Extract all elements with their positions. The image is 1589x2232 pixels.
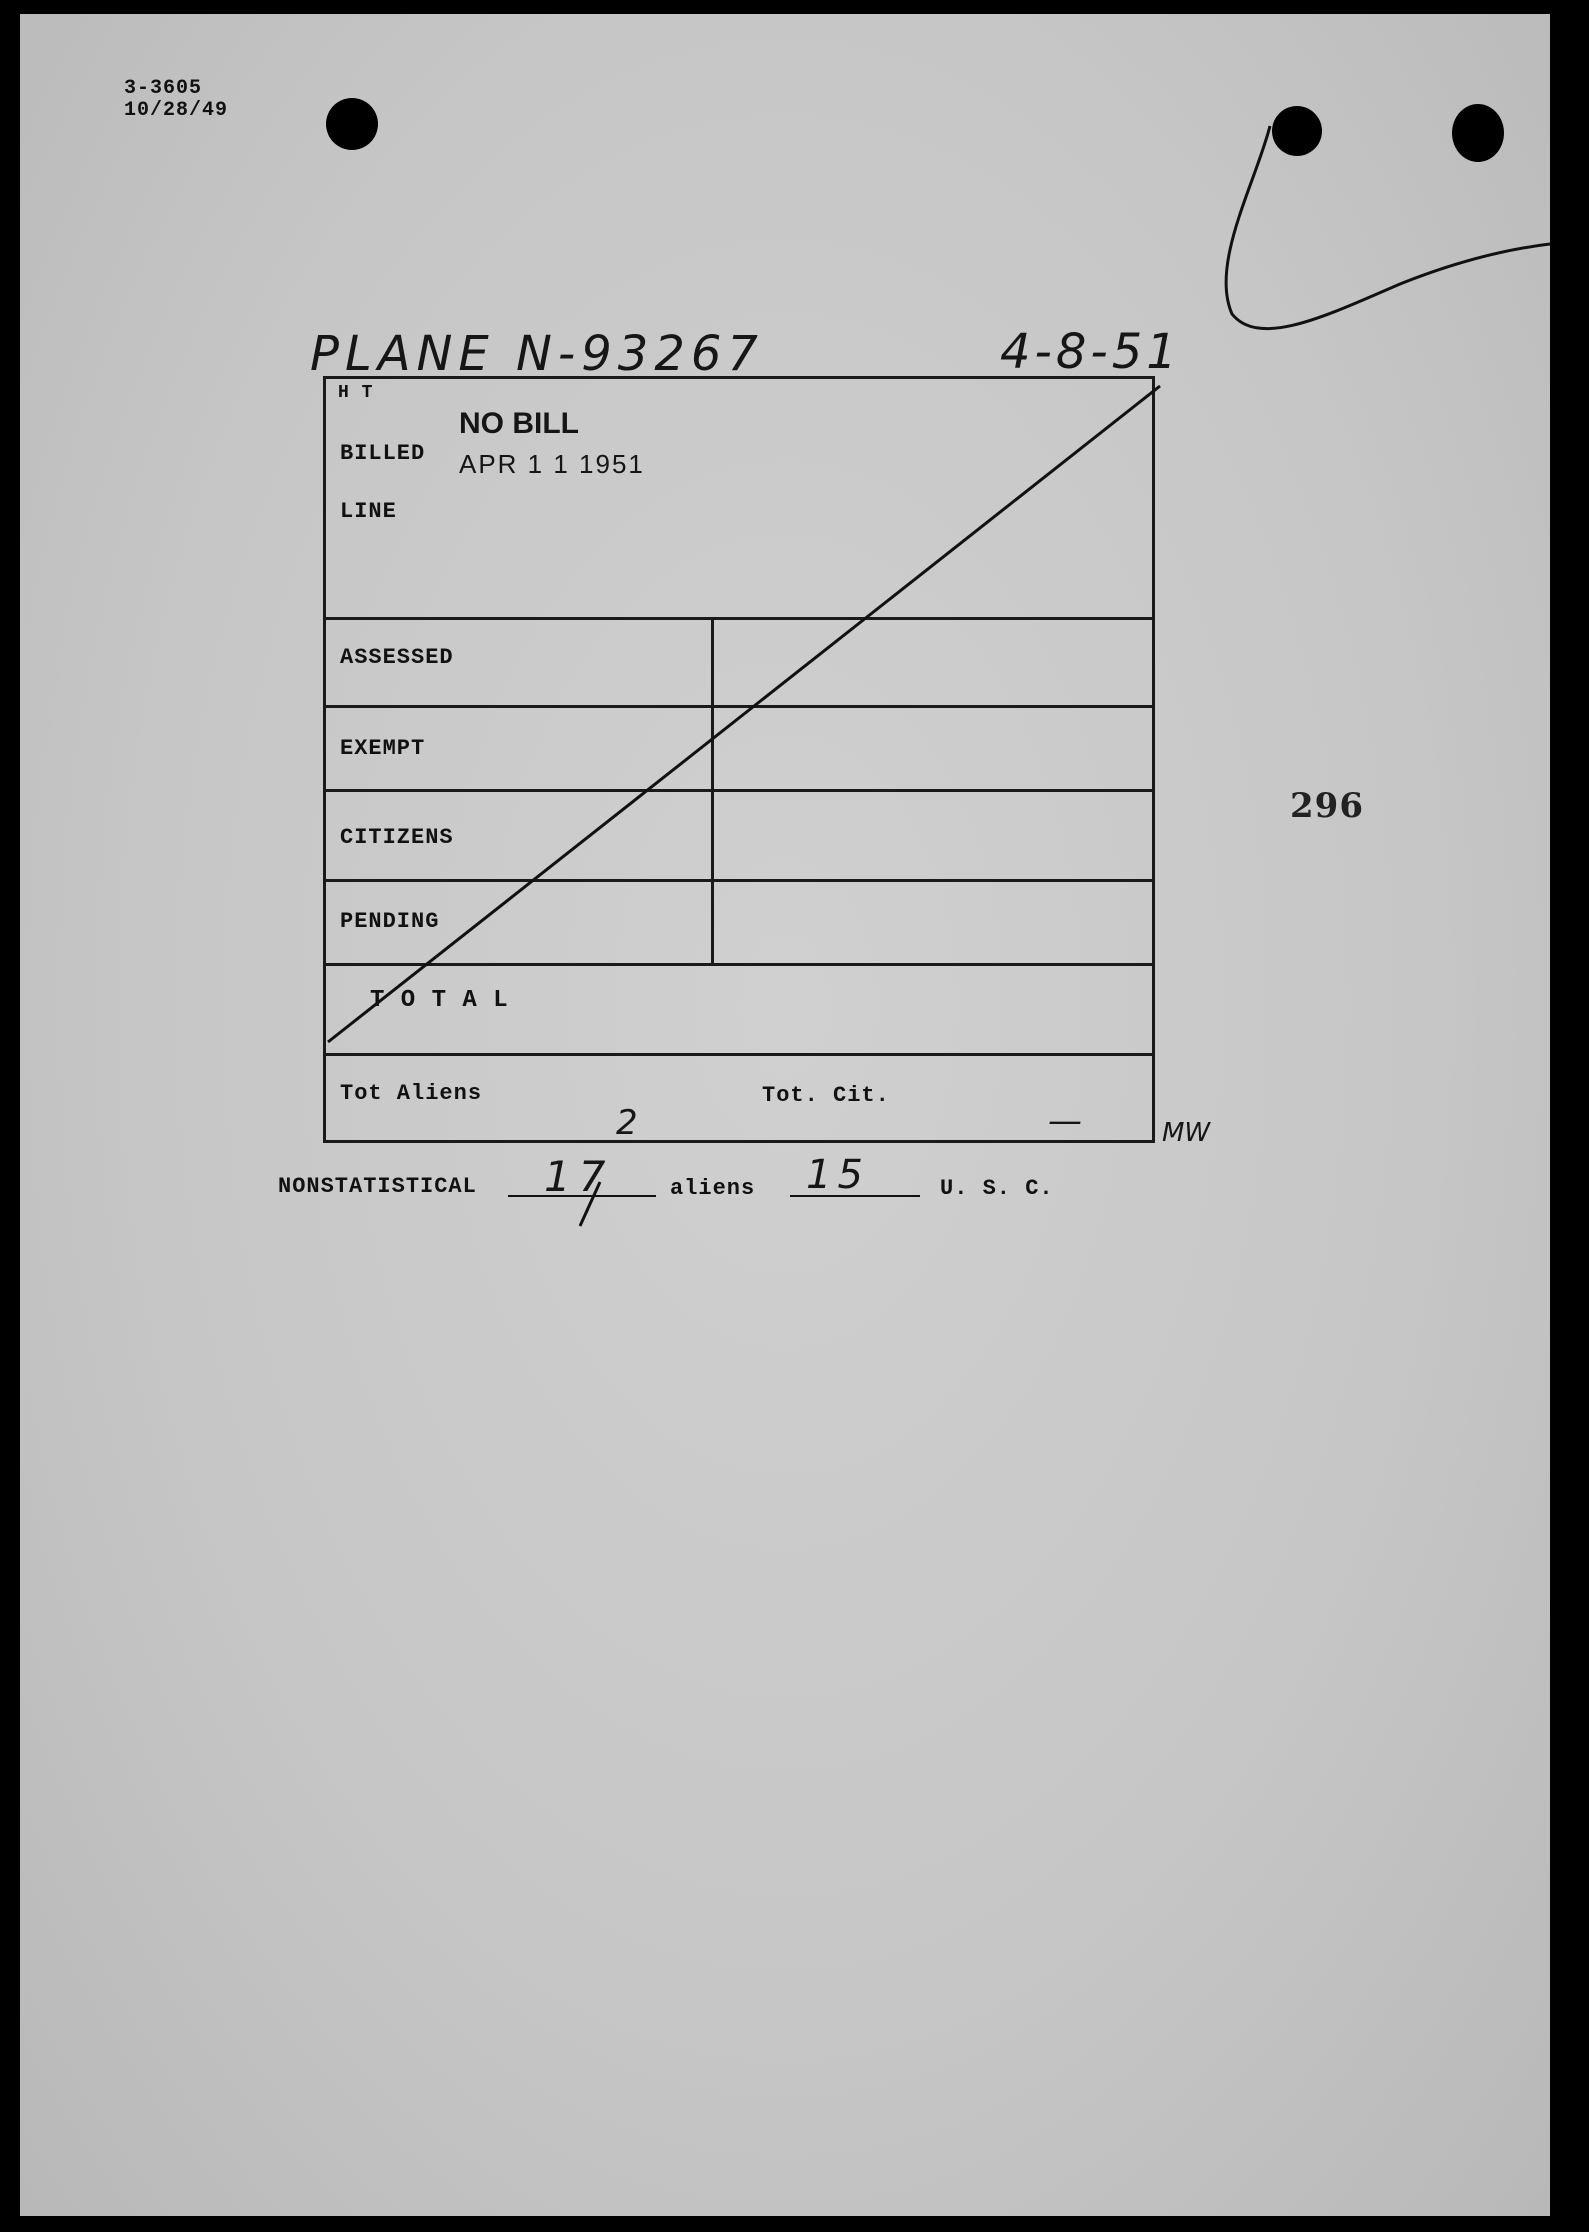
tot-aliens-value: 2 [616, 1103, 638, 1143]
stamp-date: APR 1 1 1951 [459, 449, 645, 479]
nonstat-total: 17 [544, 1152, 614, 1201]
row-pending: PENDING [340, 909, 440, 934]
pen-strokes [20, 14, 1550, 2216]
plane-number: PLANE N-93267 [310, 326, 764, 382]
page-number: 296 [1290, 786, 1364, 826]
tot-cit-value: — [1048, 1101, 1082, 1141]
tot-cit-label: Tot. Cit. [762, 1083, 890, 1108]
corner-line-2: 10/28/49 [124, 99, 229, 122]
tot-aliens-label: Tot Aliens [340, 1081, 483, 1106]
row-citizens: CITIZENS [340, 825, 454, 850]
ht-label: H T [338, 383, 374, 403]
nonstat-label: NONSTATISTICAL [278, 1174, 477, 1199]
nonstat-usc-label: U. S. C. [940, 1176, 1054, 1201]
row-assessed: ASSESSED [340, 645, 454, 670]
document-page [20, 14, 1550, 2216]
nonstat-slash [580, 1182, 600, 1226]
no-bill-stamp: NO BILL [459, 407, 579, 440]
initials: MW [1162, 1118, 1211, 1148]
corner-hook-stroke [1226, 126, 1550, 329]
nonstat-aliens-label: aliens [670, 1176, 756, 1201]
billed-label: BILLED [340, 441, 426, 466]
diagonal-void-line [328, 386, 1160, 1042]
corner-line-1: 3-3605 [124, 77, 203, 100]
line-label: LINE [340, 499, 397, 524]
row-exempt: EXEMPT [340, 736, 426, 761]
handwritten-date: 4-8-51 [1000, 324, 1181, 380]
nonstat-usc-value: 15 [806, 1152, 869, 1198]
total-label: T O T A L [370, 987, 509, 1014]
